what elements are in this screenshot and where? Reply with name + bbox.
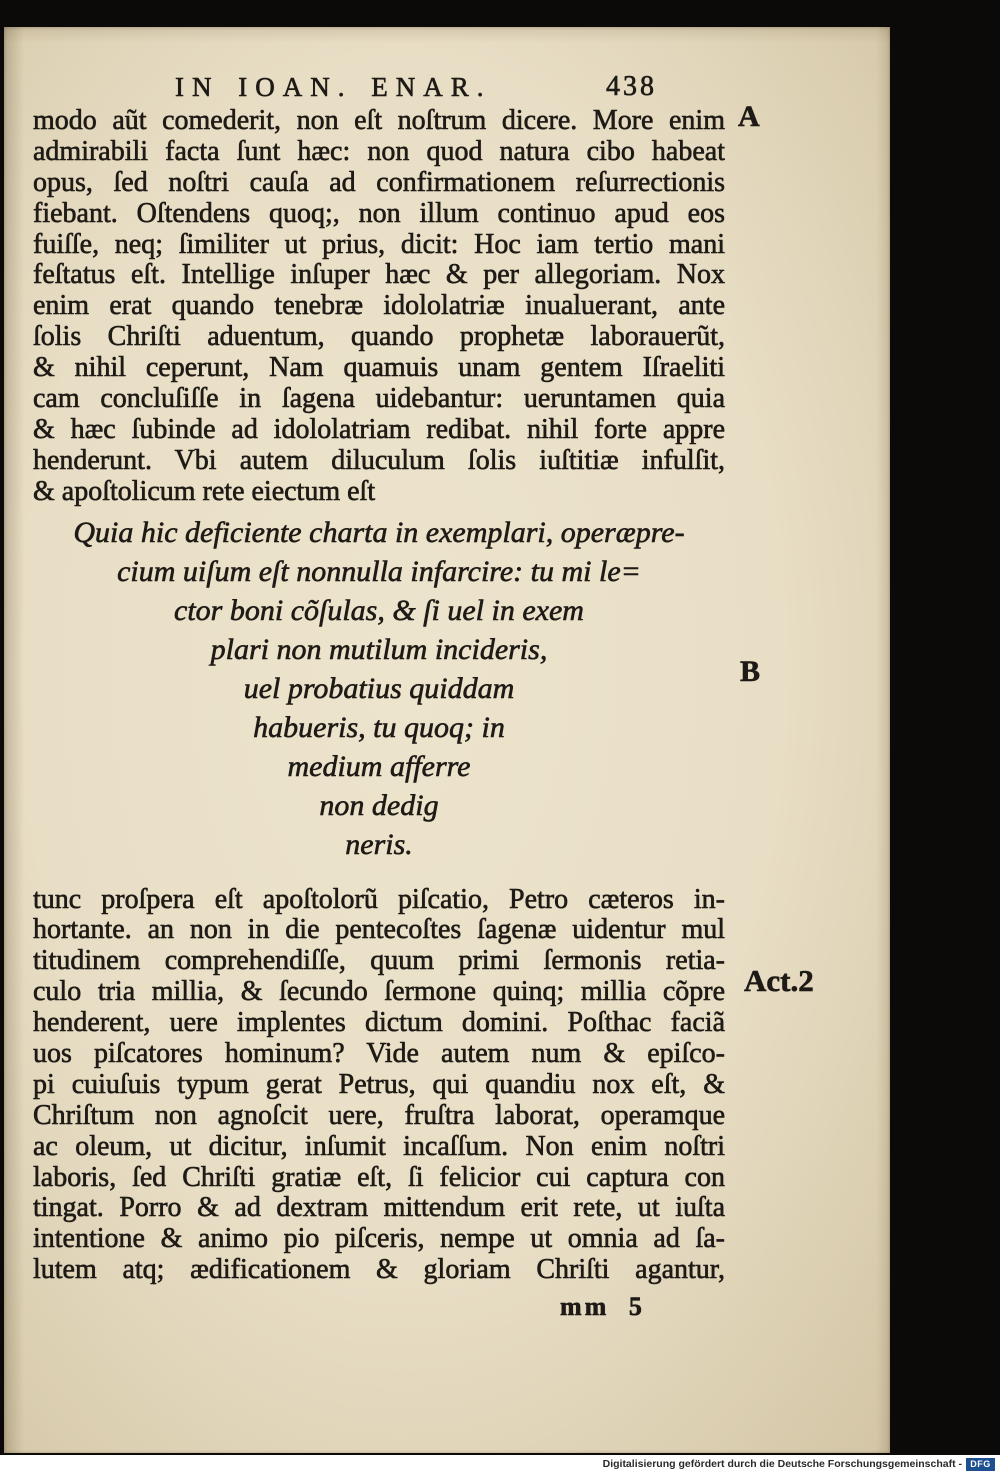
insert-line: Quia hic deficiente charta in exemplari, operæpre- [73, 516, 685, 550]
text-line: & hæc ſubinde ad idololatriam redibat. nihil forte appre [33, 414, 725, 445]
text-line: lutem atq; ædificationem & gloriam Chriſti agantur, [33, 1255, 725, 1286]
book-page [4, 27, 890, 1453]
dfg-logo: DFG [966, 1458, 995, 1471]
margin-note-act: Act.2 [744, 963, 814, 998]
insert-line: ctor boni cõſulas, & ſi uel in exem [174, 594, 584, 628]
text-line: laboris, ſed Chriſti gratiæ eſt, ſi felicior cui captura con [33, 1162, 725, 1193]
insert-line: plari non mutilum incideris, [210, 633, 548, 667]
insert-line: cium uiſum eſt nonnulla infarcire: tu mi le= [117, 555, 641, 589]
running-title: IN IOAN. ENAR. [175, 72, 492, 102]
text-line: fuiſſe, neq; ſimiliter ut prius, dicit: Hoc iam tertio mani [33, 229, 725, 260]
main-text-top [33, 106, 725, 508]
insert-line: medium afferre [287, 749, 471, 783]
margin-note-a: A [738, 100, 760, 133]
text-line: opus, ſed noſtri cauſa ad confirmationem reſurrectionis [33, 167, 725, 198]
text-line: pi cuiuſuis typum gerat Petrus, qui quandiu nox eſt, & [33, 1069, 725, 1100]
main-text-bottom [33, 885, 725, 1287]
text-line: enim erat quando tenebræ idololatriæ inualuerant, ante [33, 291, 725, 322]
text-line: culo tria millia, & ſecundo ſermone quinq; millia cõpre [33, 977, 725, 1008]
text-line: & nihil ceperunt, Nam quamuis unam gentem Iſraeliti [33, 353, 725, 384]
text-line: uos piſcatores hominum? Vide autem num & epiſco- [33, 1038, 725, 1069]
text-line: ſolis Chriſti aduentum, quando prophetæ laborauerũt, [33, 322, 725, 353]
footer-credit: Digitalisierung gefördert durch die Deutsche Forschungsgemeinschaft - [602, 1458, 962, 1470]
insert-line: neris. [345, 827, 413, 861]
insert-line: uel probatius quiddam [243, 671, 515, 705]
text-line: & apoſtolicum rete eiectum eſt [33, 476, 376, 507]
text-line: admirabili facta ſunt hæc: non quod natura cibo habeat [33, 136, 725, 167]
text-line: Chriſtum non agnoſcit uere, fruſtra laborat, operamque [33, 1100, 725, 1131]
text-line: hortante. an non in die pentecoſtes ſagenæ uidentur mul [33, 915, 725, 946]
text-line: titudinem comprehendiſſe, quum primi ſermonis retia- [33, 946, 725, 977]
insert-line: habueris, tu quoq; in [253, 710, 505, 744]
text-line: intentione & animo pio piſceris, nempe ut omnia ad ſa- [33, 1224, 725, 1255]
text-line: henderunt. Vbi autem diluculum ſolis iuſtitiæ infulſit, [33, 445, 725, 476]
text-line: cam concluſiſſe in ſagena uidebantur: ueruntamen quia [33, 384, 725, 415]
digitization-footer [0, 1455, 1000, 1474]
page-number: 438 [606, 71, 657, 102]
signature-mark: mm 5 [560, 1292, 645, 1321]
text-line: modo aũt comederit, non eſt noſtrum dicere. More enim [33, 106, 725, 136]
text-line: fiebant. Oſtendens quoq;, non illum continuo apud eos [33, 198, 725, 229]
text-line: tunc proſpera eſt apoſtolorũ piſcatio, Petro cæteros in- [33, 884, 725, 915]
text-line: ac oleum, ut dicitur, inſumit incaſſum. Non enim noſtri [33, 1131, 725, 1162]
insert-note [33, 514, 725, 864]
margin-note-b: B [740, 655, 761, 688]
text-line: tingat. Porro & ad dextram mittendum erit rete, ut iuſta [33, 1193, 725, 1224]
insert-line: non dedig [319, 788, 439, 822]
text-line: henderent, uere implentes dictum domini. Poſthac faciã [33, 1008, 725, 1039]
text-line: feſtatus eſt. Intellige inſuper hæc & per allegoriam. Nox [33, 260, 725, 291]
